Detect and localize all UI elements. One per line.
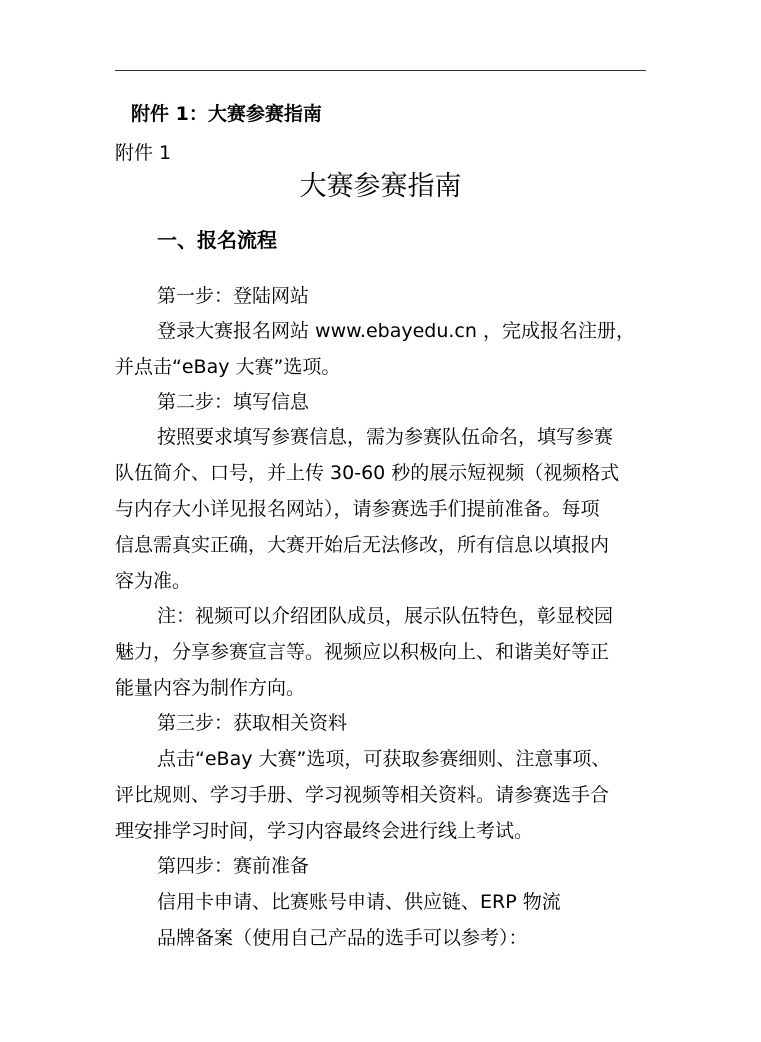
body-line: 容为准。 (115, 570, 192, 592)
section-title: 一、报名流程 (157, 228, 277, 252)
note-line: 注：视频可以介绍团队成员，展示队伍特色，彰显校园 (157, 605, 614, 627)
body-line: 并点击“eBay 大赛”选项。 (115, 356, 341, 378)
body-line: 评比规则、学习手册、学习视频等相关资料。请参赛选手合 (115, 784, 610, 806)
step-4-heading: 第四步：赛前准备 (157, 855, 310, 877)
body-line: 信息需真实正确，大赛开始后无法修改，所有信息以填报内 (115, 534, 610, 556)
attachment-heading: 附件 1：大赛参赛指南 (131, 103, 322, 125)
step-3-heading: 第三步：获取相关资料 (157, 712, 348, 734)
body-line: 理安排学习时间，学习内容最终会进行线上考试。 (115, 820, 534, 842)
header-rule (115, 70, 646, 71)
body-line: 信用卡申请、比赛账号申请、供应链、ERP 物流 (157, 891, 561, 913)
step-2-heading: 第二步：填写信息 (157, 391, 310, 413)
attachment-label: 附件 1 (115, 142, 172, 164)
body-line: 与内存大小详见报名网站），请参赛选手们提前准备。每项 (115, 498, 600, 520)
body-line: 品牌备案（使用自己产品的选手可以参考）： (157, 927, 528, 949)
step-1-heading: 第一步：登陆网站 (157, 285, 310, 307)
body-line: 点击“eBay 大赛”选项，可获取参赛细则、注意事项、 (157, 748, 611, 770)
body-line: 魅力，分享参赛宣言等。视频应以积极向上、和谐美好等正 (115, 641, 610, 663)
body-line: 按照要求填写参赛信息，需为参赛队伍命名，填写参赛 (157, 426, 614, 448)
body-line: 队伍简介、口号，并上传 30-60 秒的展示短视频（视频格式 (115, 462, 620, 484)
body-line: 能量内容为制作方向。 (115, 677, 306, 699)
body-line: 登录大赛报名网站 www.ebayedu.cn ，完成报名注册， (157, 320, 635, 342)
document-title: 大赛参赛指南 (299, 171, 462, 202)
